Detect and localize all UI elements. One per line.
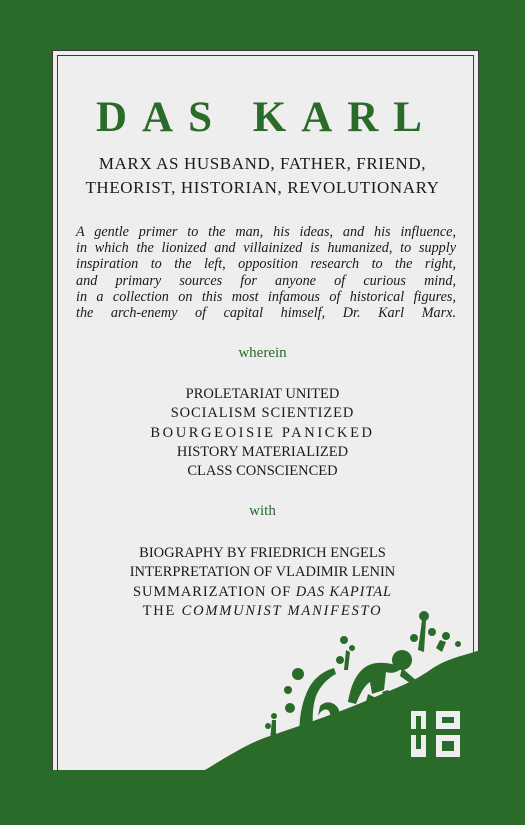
wherein-item: CLASS CONSCIENCED <box>187 463 338 480</box>
blurb-line: and primary sources for anyone of curious mind, <box>76 272 456 289</box>
blurb-line: the arch-enemy of capital himself, Dr. Karl Marx. <box>76 305 456 322</box>
contents-item: BIOGRAPHY BY FRIEDRICH ENGELS <box>139 545 386 561</box>
contents-italic-title: COMMUNIST MANIFESTO <box>181 602 383 619</box>
contents-item: INTERPRETATION OF VLADIMIR LENIN <box>129 564 396 581</box>
subtitle-line: THEORIST, HISTORIAN, REVOLUTIONARY <box>85 178 440 197</box>
contents-text: SUMMARIZATION OF <box>133 583 296 600</box>
wherein-label: wherein <box>238 345 287 361</box>
blurb-line: in a collection on this most infamous of historical figures, <box>76 288 456 305</box>
wherein-item: BOURGEOISIE PANICKED <box>150 424 375 441</box>
book-title: DAS KARL <box>95 94 437 141</box>
blurb-line: inspiration to the left, opposition research to the right, <box>76 256 456 273</box>
hill-silhouette <box>0 640 525 825</box>
contents-text: THE <box>142 602 182 619</box>
wherein-item: HISTORY MATERIALIZED <box>176 443 349 460</box>
with-label: with <box>249 503 276 519</box>
subtitle-line: MARX AS HUSBAND, FATHER, FRIEND, <box>98 154 427 173</box>
wherein-item: PROLETARIAT UNITED <box>185 386 340 402</box>
blurb-line: A gentle primer to the man, his ideas, and his influence, <box>76 224 456 240</box>
contents-italic-title: DAS KAPITAL <box>295 583 392 600</box>
blurb-line: in which the lionized and villainized is humanized, to supply <box>76 240 456 257</box>
wherein-item: SOCIALISM SCIENTIZED <box>170 405 355 422</box>
